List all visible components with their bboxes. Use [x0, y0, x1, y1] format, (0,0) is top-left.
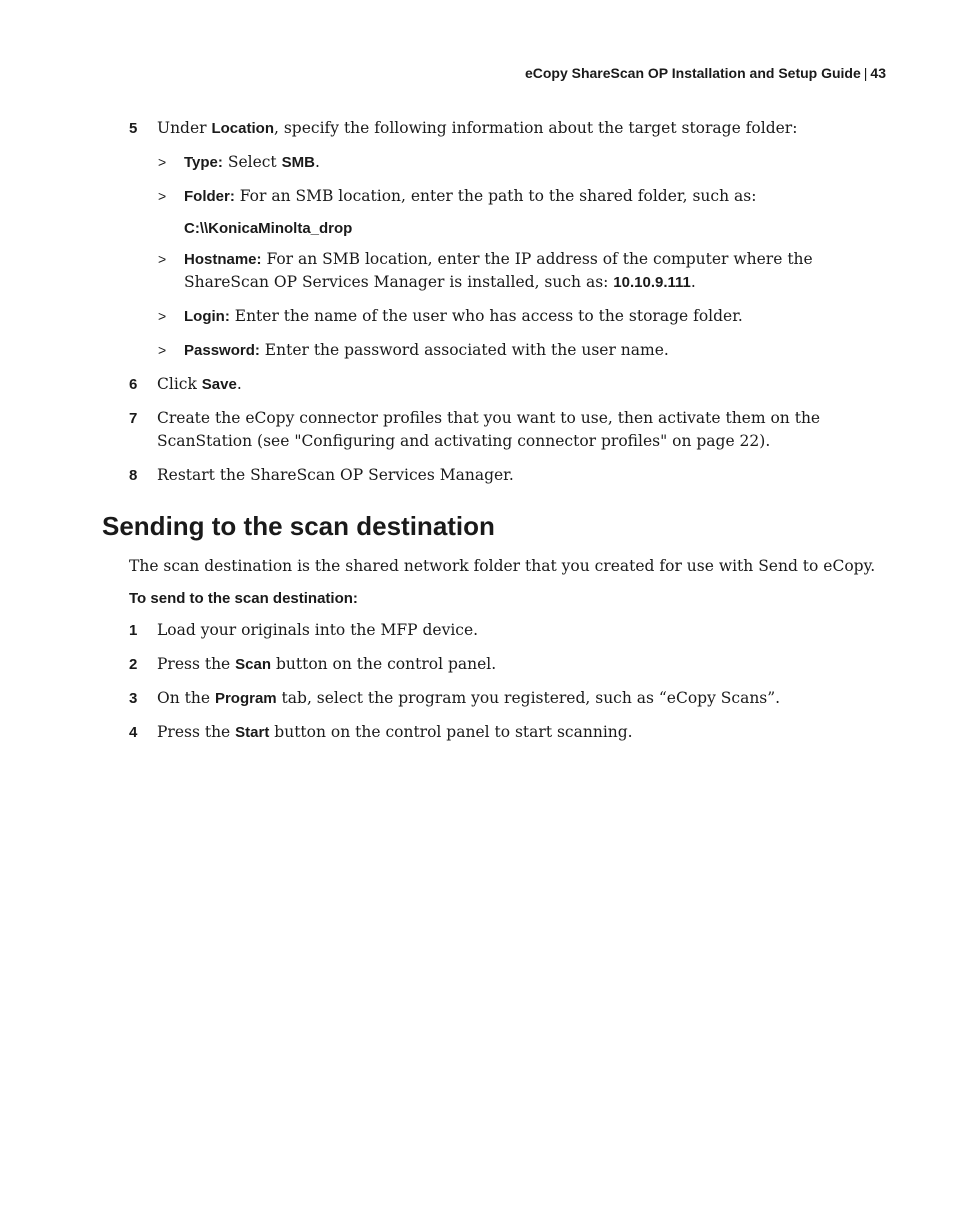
step-text: . [236, 375, 242, 393]
step-text: Press the [157, 723, 236, 741]
hostname-label: Hostname: [184, 251, 262, 268]
bullet-text: Enter the password associated with the user name. [259, 341, 669, 359]
section-intro: The scan destination is the shared network folder that you created for use with Send to eCopy. [129, 557, 876, 575]
bullet-marker: > [158, 154, 167, 170]
bullet-marker: > [158, 342, 167, 358]
location-keyword: Location [211, 120, 274, 137]
bullet-text: . [314, 153, 320, 171]
bullet-text: For an SMB location, enter the IP address of the computer where the ShareScan OP Services Manager is installed, such as: [184, 250, 813, 291]
page-number: 43 [870, 65, 886, 81]
section-heading: Sending to the scan destination [102, 511, 495, 541]
page-content [102, 117, 892, 755]
step-7 [102, 407, 892, 453]
bullet-marker: > [158, 308, 167, 324]
bullet-hostname [102, 248, 892, 294]
step-8 [102, 464, 892, 487]
bullet-text: Enter the name of the user who has access to the storage folder. [229, 307, 743, 325]
folder-label: Folder: [184, 188, 235, 205]
scan-keyword: Scan [235, 656, 272, 673]
save-keyword: Save [201, 376, 237, 393]
document-title: eCopy ShareScan OP Installation and Setup Guide [524, 65, 861, 81]
step-text: tab, select the program you registered, such as “eCopy Scans”. [276, 689, 781, 707]
step-5 [102, 117, 892, 140]
step-number: 8 [129, 467, 138, 484]
step-number: 3 [129, 690, 138, 707]
send-step-3 [102, 687, 892, 710]
step-text: Under [157, 119, 212, 137]
step-text: Click [157, 375, 202, 393]
step-number: 7 [129, 410, 138, 427]
step-text: Create the eCopy connector profiles that you want to use, then activate them on the ScanStation (see "Configuring and activating connector profiles" on page 22). [157, 409, 821, 450]
step-number: 1 [129, 622, 138, 639]
bullet-marker: > [158, 251, 167, 267]
step-number: 6 [129, 376, 138, 393]
procedure-title: To send to the scan destination: [129, 590, 358, 607]
folder-path-example: C:\\KonicaMinolta_drop [184, 220, 353, 237]
bullet-marker: > [158, 188, 167, 204]
bullet-folder [102, 185, 892, 208]
step-text: button on the control panel to start scanning. [269, 723, 633, 741]
step-text: On the [157, 689, 215, 707]
step-text: Load your originals into the MFP device. [157, 621, 479, 639]
bullet-text: Select [222, 153, 282, 171]
step-text: Press the [157, 655, 236, 673]
header-separator: | [863, 65, 868, 81]
program-keyword: Program [214, 690, 277, 707]
send-step-1 [102, 619, 892, 642]
step-number: 4 [129, 724, 138, 741]
step-text: Restart the ShareScan OP Services Manager. [157, 466, 514, 484]
smb-value: SMB [281, 154, 315, 171]
login-label: Login: [184, 308, 230, 325]
bullet-text: . [690, 273, 696, 291]
step-6 [102, 373, 892, 396]
send-step-4 [102, 721, 892, 744]
step-number: 5 [129, 120, 138, 137]
step-text: , specify the following information about the target storage folder: [273, 119, 798, 137]
page-header [525, 65, 886, 81]
bullet-text: For an SMB location, enter the path to the shared folder, such as: [234, 187, 757, 205]
type-label: Type: [184, 154, 223, 171]
bullet-login [102, 305, 892, 328]
bullet-type [102, 151, 892, 174]
send-step-2 [102, 653, 892, 676]
step-number: 2 [129, 656, 138, 673]
step-text: button on the control panel. [271, 655, 497, 673]
password-label: Password: [184, 342, 260, 359]
bullet-password [102, 339, 892, 362]
ip-address-example: 10.10.9.111 [613, 274, 691, 291]
start-keyword: Start [235, 724, 270, 741]
